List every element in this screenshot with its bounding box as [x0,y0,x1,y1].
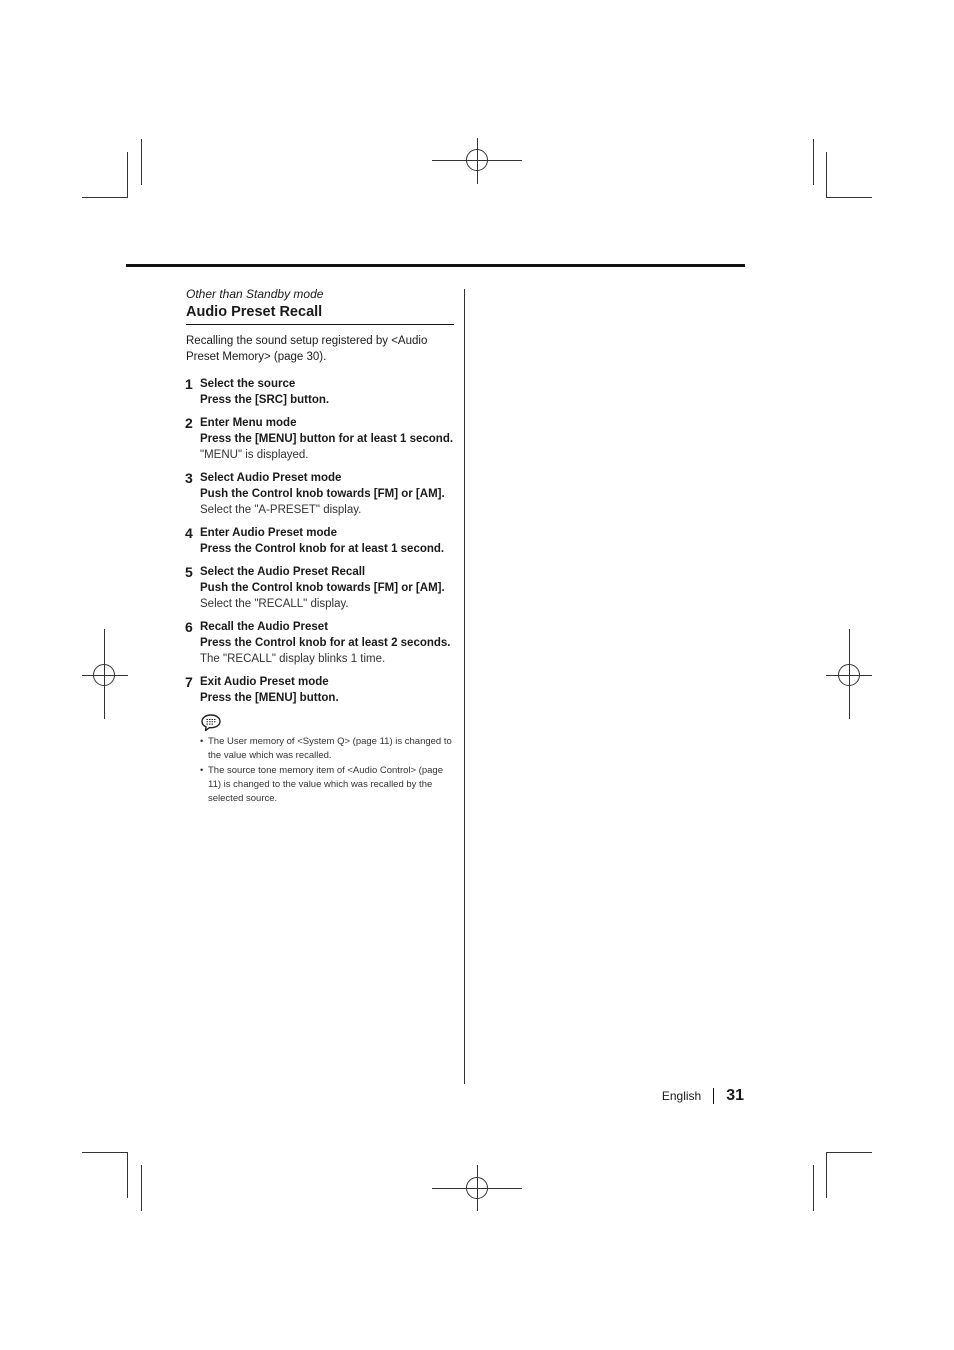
step-title: Enter Menu mode [200,417,297,429]
step-note: The "RECALL" display blinks 1 time. [200,653,386,665]
step-item [186,564,454,612]
step-number: 1 [185,376,193,392]
step-title: Exit Audio Preset mode [200,676,329,688]
step-item [186,619,454,667]
step-action: Press the [SRC] button. [200,394,330,406]
step-note: "MENU" is displayed. [200,449,309,461]
step-number: 7 [185,674,193,690]
page-number: 31 [726,1087,744,1104]
note-item: • The source tone memory item of <Audio Control> (page 11) is changed to the value which was recalled by the selected source. [200,764,454,806]
notes-list [186,735,454,806]
mode-context-label: Other than Standby mode [186,287,324,301]
section-title: Audio Preset Recall [186,302,454,325]
step-title: Select the source [200,378,296,390]
step-action: Press the [MENU] button. [200,692,339,704]
step-action: Press the Control knob for at least 1 second. [200,543,445,555]
step-item [186,674,454,706]
step-number: 2 [185,415,193,431]
step-item [186,525,454,557]
step-item [186,376,454,408]
header-rule [126,264,745,267]
column-divider [464,289,465,1084]
step-action: Press the Control knob for at least 2 seconds. [200,637,451,649]
step-note: Select the "RECALL" display. [200,598,349,610]
intro-text: Recalling the sound setup registered by <Audio Preset Memory> (page 30). [186,335,428,363]
step-number: 5 [185,564,193,580]
step-title: Enter Audio Preset mode [200,527,337,539]
step-item [186,470,454,518]
footer-language: English [661,1089,702,1103]
step-title: Select the Audio Preset Recall [200,566,366,578]
step-note: Select the "A-PRESET" display. [200,504,362,516]
speech-bubble-note-icon [200,713,222,733]
step-number: 3 [185,470,193,486]
step-title: Recall the Audio Preset [200,621,329,633]
step-number: 6 [185,619,193,635]
page-footer [662,1087,744,1105]
section-audio-preset-recall [186,286,454,807]
step-item [186,415,454,463]
step-action: Push the Control knob towards [FM] or [AM]. [200,488,445,500]
note-item: • The User memory of <System Q> (page 11) is changed to the value which was recalled. [200,735,454,763]
footer-separator [713,1088,714,1104]
step-action: Push the Control knob towards [FM] or [AM]. [200,582,445,594]
step-action: Press the [MENU] button for at least 1 second. [200,433,454,445]
step-list [186,376,454,706]
step-number: 4 [185,525,193,541]
step-title: Select Audio Preset mode [200,472,342,484]
